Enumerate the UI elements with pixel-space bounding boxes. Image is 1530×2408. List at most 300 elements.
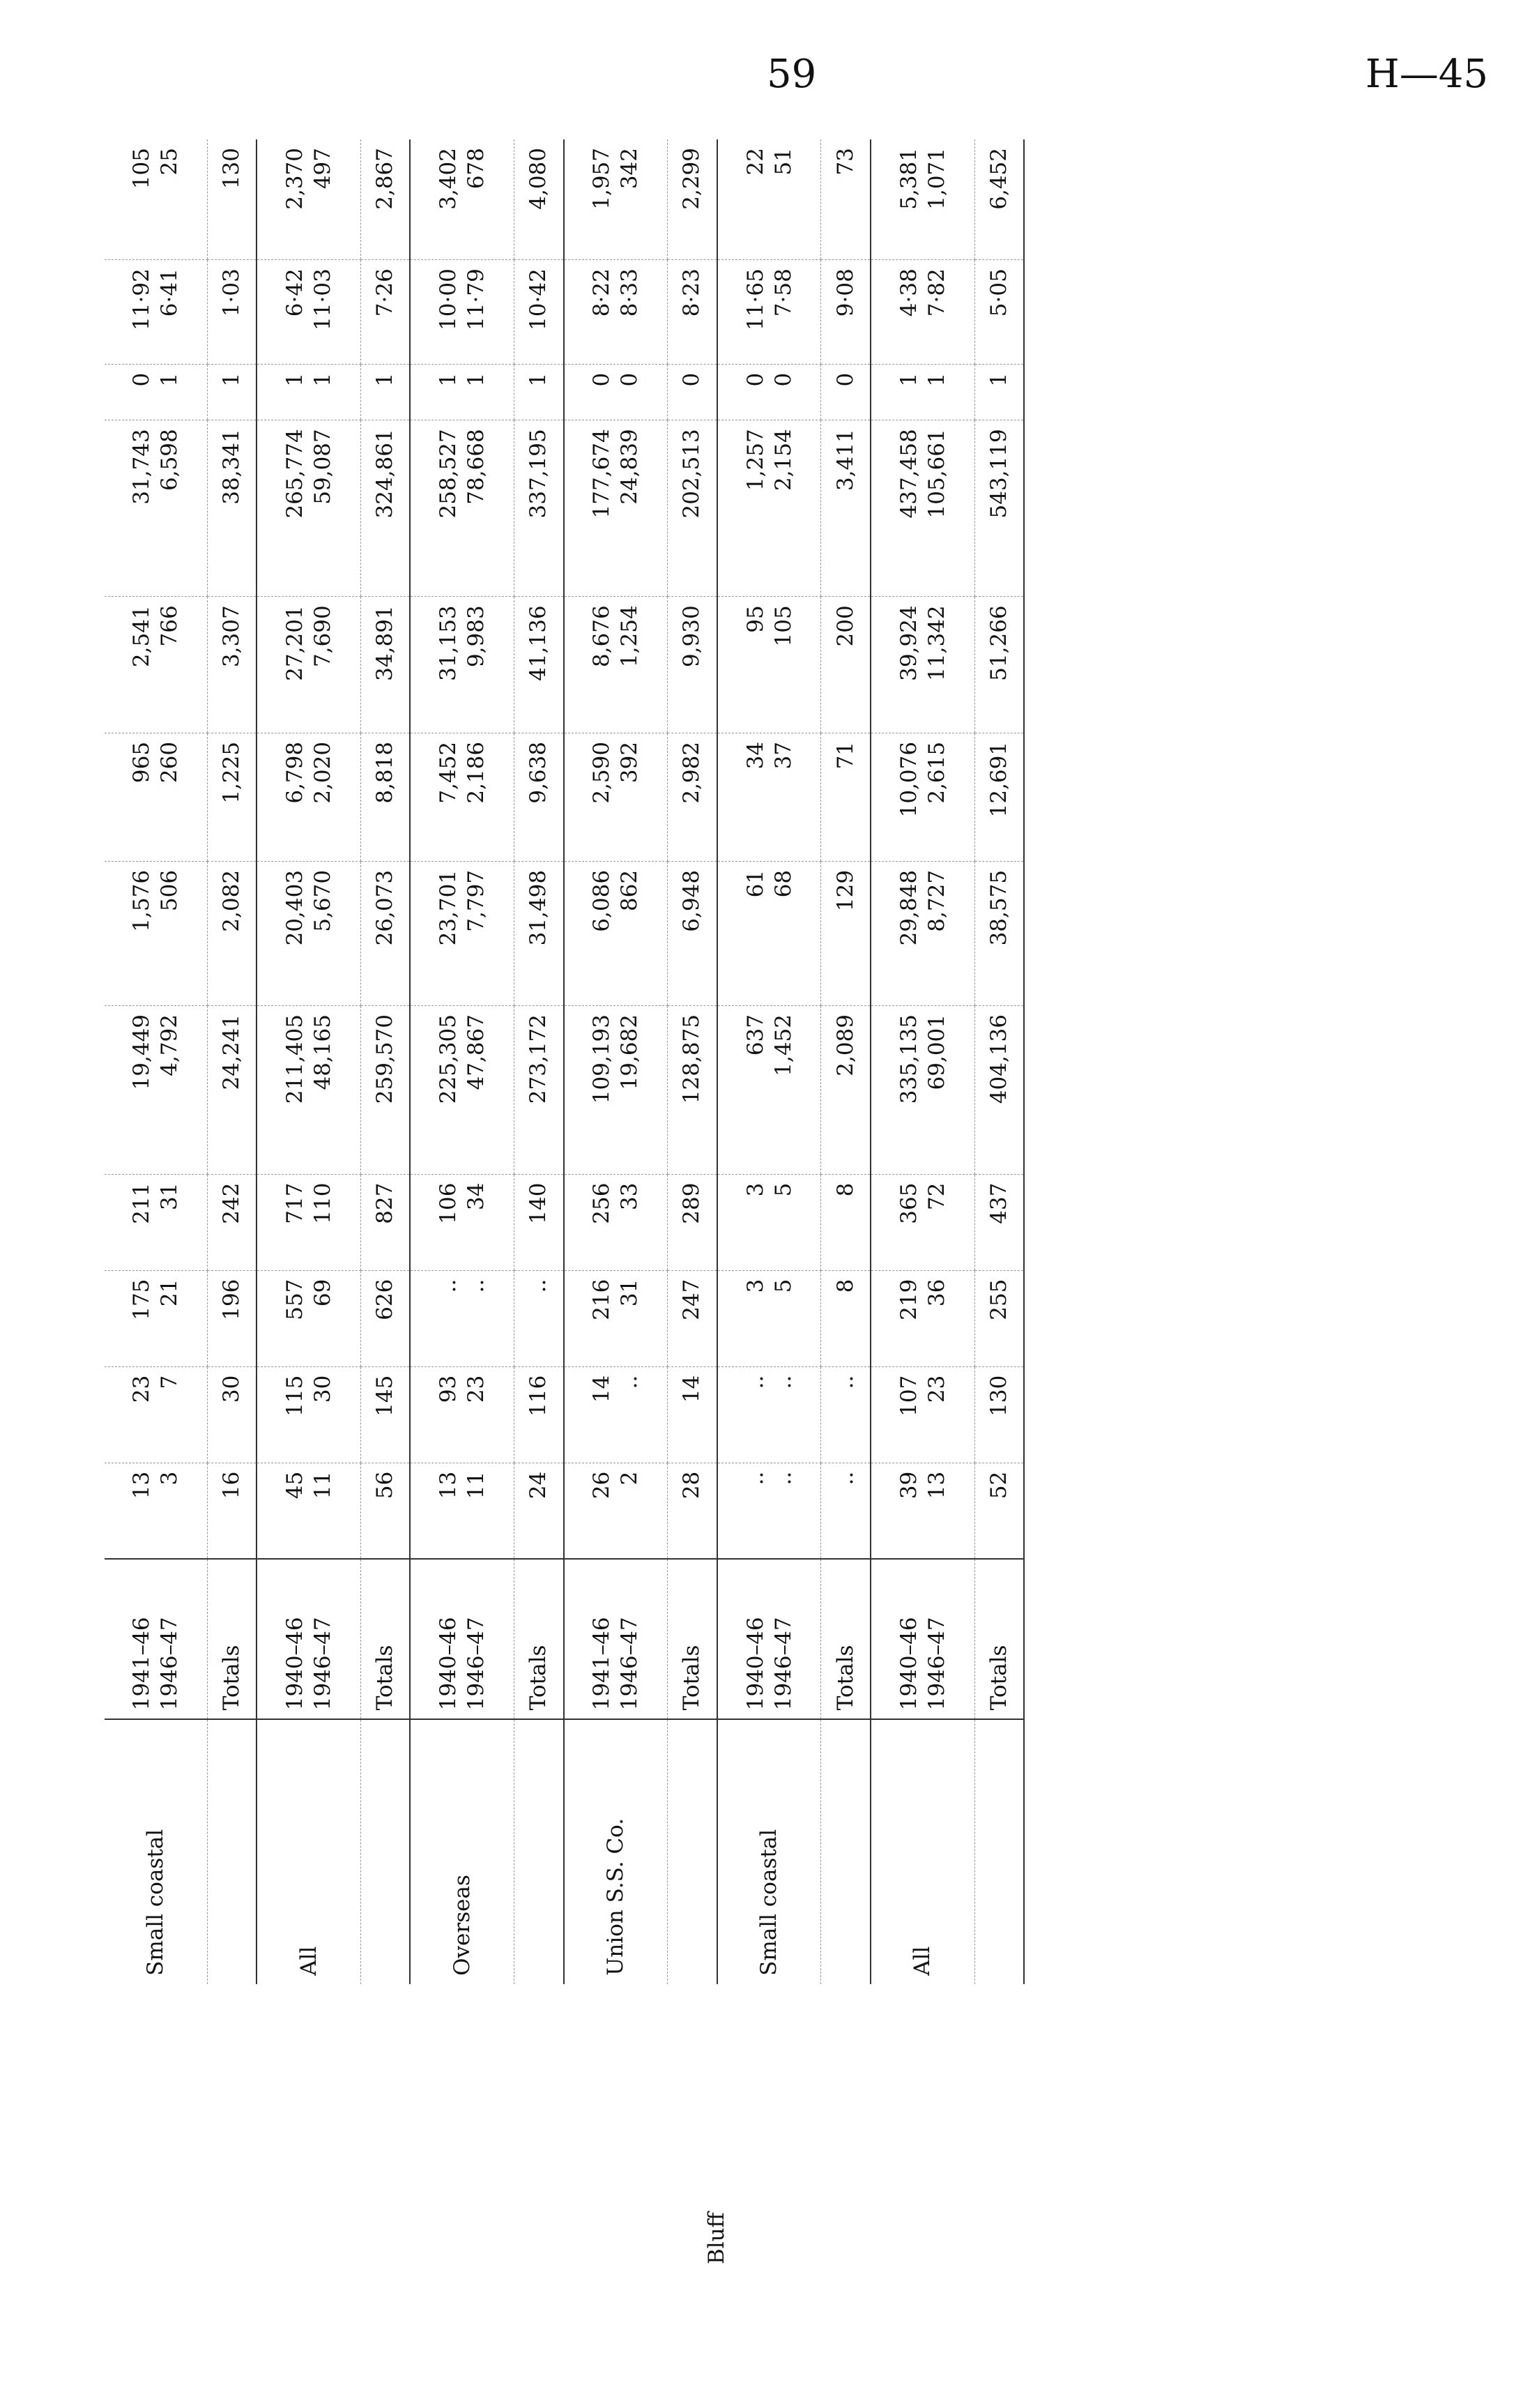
total-value: 26,073 xyxy=(361,861,411,1005)
total-value: 9,930 xyxy=(668,597,717,733)
value: 1 xyxy=(924,372,949,387)
value: 8·22 xyxy=(589,268,615,317)
total-value: 128,875 xyxy=(668,1006,717,1175)
value: 7,797 xyxy=(464,869,489,932)
totals-row xyxy=(514,139,564,2273)
value: 717 xyxy=(282,1182,308,1224)
total-value: 31,498 xyxy=(514,861,564,1005)
value: 31,743 xyxy=(129,429,155,505)
value: 19,449 xyxy=(129,1014,155,1090)
value: 0 xyxy=(617,372,643,387)
value: 51 xyxy=(770,148,796,176)
period-label: 1941–46 xyxy=(129,1617,155,1711)
period-cell xyxy=(410,1559,514,1719)
value: 219 xyxy=(896,1279,921,1320)
value-cell xyxy=(105,861,207,1005)
value-cell xyxy=(564,597,668,733)
value: 7,690 xyxy=(310,605,336,668)
value-cell xyxy=(564,420,668,597)
value: 109,193 xyxy=(589,1014,615,1104)
value: 30 xyxy=(310,1375,336,1403)
value: 365 xyxy=(896,1182,921,1224)
value: 1 xyxy=(464,372,489,387)
total-value: 7·26 xyxy=(361,260,411,365)
value: 2,154 xyxy=(770,429,796,491)
value-cell xyxy=(717,139,821,260)
table-row xyxy=(564,139,668,2273)
value: 20,403 xyxy=(282,869,308,946)
value: 105 xyxy=(770,605,796,647)
value-cell xyxy=(871,260,974,365)
total-value: 8 xyxy=(821,1270,871,1366)
value-cell xyxy=(871,597,974,733)
page-number: 59 xyxy=(767,52,817,97)
totals-label: Totals xyxy=(668,1559,717,1719)
value: 72 xyxy=(924,1182,949,1211)
vessel-type-cell: Small coastal xyxy=(756,1829,781,1976)
value-cell xyxy=(871,364,974,420)
value-cell xyxy=(410,1174,514,1270)
period-cell xyxy=(105,1559,207,1719)
value-cell xyxy=(871,1270,974,1366)
port-statistics-table xyxy=(105,139,1025,2273)
value-cell xyxy=(871,1366,974,1463)
total-value: 56 xyxy=(361,1463,411,1559)
value: 39 xyxy=(896,1471,921,1500)
value-cell xyxy=(564,1006,668,1175)
value-cell xyxy=(871,1006,974,1175)
period-label: 1940–46 xyxy=(282,1617,308,1711)
value-cell xyxy=(410,260,514,365)
value: 19,682 xyxy=(617,1014,643,1090)
value: 31,153 xyxy=(436,605,461,681)
value: 11 xyxy=(464,1471,489,1500)
value: 6·41 xyxy=(157,268,183,317)
totals-label: Totals xyxy=(821,1559,871,1719)
total-value: 38,575 xyxy=(974,861,1024,1005)
value: 24,839 xyxy=(617,429,643,505)
total-value: 41,136 xyxy=(514,597,564,733)
total-value: 16 xyxy=(207,1463,257,1559)
value: 4·38 xyxy=(896,268,921,317)
table-row xyxy=(717,139,821,2273)
value-cell xyxy=(717,1174,821,1270)
vessel-type-cell xyxy=(974,1719,1024,1984)
value: 8,676 xyxy=(589,605,615,668)
value-cell xyxy=(257,1006,360,1175)
value: 1,452 xyxy=(770,1014,796,1076)
total-value: 12,691 xyxy=(974,733,1024,861)
value-cell xyxy=(410,420,514,597)
value-cell xyxy=(257,260,360,365)
value: 11 xyxy=(310,1471,336,1500)
value: 5,670 xyxy=(310,869,336,932)
value: 497 xyxy=(310,148,336,190)
total-value: 130 xyxy=(974,1366,1024,1463)
value: 1 xyxy=(282,372,308,387)
value: 115 xyxy=(282,1375,308,1417)
value: 637 xyxy=(742,1014,768,1056)
totals-label: Totals xyxy=(974,1559,1024,1719)
port-name-cell xyxy=(105,1984,410,2273)
total-value: 437 xyxy=(974,1174,1024,1270)
value: 69,001 xyxy=(924,1014,949,1090)
value: 211,405 xyxy=(282,1014,308,1104)
value-cell xyxy=(105,139,207,260)
total-value: 289 xyxy=(668,1174,717,1270)
value-cell xyxy=(871,733,974,861)
value-cell xyxy=(564,1366,668,1463)
value: 3,402 xyxy=(436,148,461,210)
total-value: 145 xyxy=(361,1366,411,1463)
total-value: 202,513 xyxy=(668,420,717,597)
value-cell xyxy=(717,733,821,861)
value: 2,370 xyxy=(282,148,308,210)
value: 256 xyxy=(589,1182,615,1224)
total-value: 38,341 xyxy=(207,420,257,597)
total-value: 51,266 xyxy=(974,597,1024,733)
value-cell xyxy=(105,364,207,420)
value-cell xyxy=(717,260,821,365)
totals-row xyxy=(974,139,1024,2273)
total-value: 196 xyxy=(207,1270,257,1366)
value: 437,458 xyxy=(896,429,921,519)
vessel-type-cell: All xyxy=(296,1946,321,1976)
value-cell xyxy=(410,1366,514,1463)
total-value: 8·23 xyxy=(668,260,717,365)
value: 26 xyxy=(589,1471,615,1500)
total-value: 1 xyxy=(207,364,257,420)
value-cell xyxy=(717,1463,821,1559)
period-label: 1946–47 xyxy=(770,1617,796,1711)
value: 13 xyxy=(436,1471,461,1500)
value: 2,186 xyxy=(464,741,489,804)
value-cell xyxy=(257,420,360,597)
value: 7 xyxy=(157,1375,183,1389)
value-cell xyxy=(410,139,514,260)
value-cell xyxy=(105,1006,207,1175)
value: 6,798 xyxy=(282,741,308,804)
value: 8·33 xyxy=(617,268,643,317)
value: 342 xyxy=(617,148,643,190)
value: 6,086 xyxy=(589,869,615,932)
total-value: 28 xyxy=(668,1463,717,1559)
total-value: 2,867 xyxy=(361,139,411,260)
value: 11,342 xyxy=(924,605,949,681)
value: 47,867 xyxy=(464,1014,489,1090)
port-name-cell: Bluff xyxy=(704,2212,730,2264)
value: .. xyxy=(464,1279,489,1293)
total-value: 4,080 xyxy=(514,139,564,260)
value: 3 xyxy=(742,1182,768,1197)
total-value: 5·05 xyxy=(974,260,1024,365)
total-value: 200 xyxy=(821,597,871,733)
value: 6·42 xyxy=(282,268,308,317)
vessel-type-cell: Overseas xyxy=(449,1875,475,1976)
value-cell xyxy=(410,364,514,420)
totals-row xyxy=(207,139,257,2273)
value: .. xyxy=(436,1279,461,1293)
value-cell xyxy=(410,1463,514,1559)
value: 11·79 xyxy=(464,268,489,330)
value: 1 xyxy=(896,372,921,387)
value-cell xyxy=(105,420,207,597)
value-cell xyxy=(871,139,974,260)
value: 1 xyxy=(436,372,461,387)
total-value: 34,891 xyxy=(361,597,411,733)
table-row xyxy=(257,139,360,2273)
value-cell xyxy=(871,1463,974,1559)
rotated-table-container xyxy=(105,139,1025,2273)
value: 33 xyxy=(617,1182,643,1211)
value: .. xyxy=(742,1471,768,1486)
value: 27,201 xyxy=(282,605,308,681)
vessel-type-cell xyxy=(207,1719,257,1984)
total-value: 24 xyxy=(514,1463,564,1559)
value-cell xyxy=(717,420,821,597)
value: 175 xyxy=(129,1279,155,1320)
value: 105,661 xyxy=(924,429,949,519)
value: 95 xyxy=(742,605,768,633)
value: 4,792 xyxy=(157,1014,183,1076)
value-cell xyxy=(257,1463,360,1559)
value: 5,381 xyxy=(896,148,921,210)
value: 965 xyxy=(129,741,155,784)
value: 9,983 xyxy=(464,605,489,668)
totals-label: Totals xyxy=(514,1559,564,1719)
total-value: 130 xyxy=(207,139,257,260)
value: 10·00 xyxy=(436,268,461,330)
value-cell xyxy=(257,1366,360,1463)
value: 6,598 xyxy=(157,429,183,491)
value-cell xyxy=(105,1366,207,1463)
value-cell xyxy=(257,597,360,733)
total-value: 2,982 xyxy=(668,733,717,861)
value: 93 xyxy=(436,1375,461,1403)
value: 48,165 xyxy=(310,1014,336,1090)
value-cell xyxy=(564,1463,668,1559)
value: 29,848 xyxy=(896,869,921,946)
total-value: 71 xyxy=(821,733,871,861)
table-row xyxy=(410,139,514,2273)
value: 258,527 xyxy=(436,429,461,519)
total-value: 30 xyxy=(207,1366,257,1463)
value: 7·58 xyxy=(770,268,796,317)
total-value: 0 xyxy=(668,364,717,420)
total-value: 273,172 xyxy=(514,1006,564,1175)
value: 3 xyxy=(742,1279,768,1293)
total-value: 9,638 xyxy=(514,733,564,861)
total-value: 73 xyxy=(821,139,871,260)
value: 2,615 xyxy=(924,741,949,804)
value: 216 xyxy=(589,1279,615,1320)
value: 862 xyxy=(617,869,643,912)
table-row xyxy=(871,139,974,2273)
period-label: 1946–47 xyxy=(157,1617,183,1711)
total-value: 1 xyxy=(361,364,411,420)
value: .. xyxy=(770,1375,796,1389)
value: 265,774 xyxy=(282,429,308,519)
total-value: .. xyxy=(821,1463,871,1559)
value-cell xyxy=(105,1463,207,1559)
total-value: 626 xyxy=(361,1270,411,1366)
value-cell xyxy=(410,597,514,733)
value: 5 xyxy=(770,1182,796,1197)
value: 23,701 xyxy=(436,869,461,946)
period-cell xyxy=(564,1559,668,1719)
value: 335,135 xyxy=(896,1014,921,1104)
value-cell xyxy=(717,1366,821,1463)
value: 59,087 xyxy=(310,429,336,505)
total-value: 404,136 xyxy=(974,1006,1024,1175)
total-value: 3,411 xyxy=(821,420,871,597)
value-cell xyxy=(717,1270,821,1366)
total-value: 3,307 xyxy=(207,597,257,733)
value-cell xyxy=(717,1006,821,1175)
total-value: 140 xyxy=(514,1174,564,1270)
value: 2,590 xyxy=(589,741,615,804)
totals-row xyxy=(821,139,871,2273)
value: 107 xyxy=(896,1375,921,1417)
total-value: 6,452 xyxy=(974,139,1024,260)
period-label: 1946–47 xyxy=(310,1617,336,1711)
value: .. xyxy=(617,1375,643,1389)
total-value: 52 xyxy=(974,1463,1024,1559)
value-cell xyxy=(257,139,360,260)
period-label: 1946–47 xyxy=(617,1617,643,1711)
value: 0 xyxy=(742,372,768,387)
value: 13 xyxy=(129,1471,155,1500)
value: 1,257 xyxy=(742,429,768,491)
value: 21 xyxy=(157,1279,183,1307)
period-label: 1940–46 xyxy=(436,1617,461,1711)
value: 14 xyxy=(589,1375,615,1403)
value: 260 xyxy=(157,741,183,784)
value: 10,076 xyxy=(896,741,921,818)
value-cell xyxy=(564,364,668,420)
value-cell xyxy=(257,364,360,420)
total-value: 1 xyxy=(974,364,1024,420)
value: 1,957 xyxy=(589,148,615,210)
value: 225,305 xyxy=(436,1014,461,1104)
total-value: 337,195 xyxy=(514,420,564,597)
value-cell xyxy=(871,1174,974,1270)
value: 0 xyxy=(770,372,796,387)
total-value: 259,570 xyxy=(361,1006,411,1175)
totals-row xyxy=(361,139,411,2273)
value: 34 xyxy=(742,741,768,770)
vessel-type-cell: Union S.S. Co. xyxy=(602,1818,628,1976)
value: 8,727 xyxy=(924,869,949,932)
value-cell xyxy=(105,1270,207,1366)
value: 678 xyxy=(464,148,489,190)
total-value: 247 xyxy=(668,1270,717,1366)
value: 31 xyxy=(157,1182,183,1211)
vessel-type-cell xyxy=(668,1719,717,1984)
value: 25 xyxy=(157,148,183,176)
value: 2,020 xyxy=(310,741,336,804)
value: 1,071 xyxy=(924,148,949,210)
total-value: 2,082 xyxy=(207,861,257,1005)
value: 106 xyxy=(436,1182,461,1224)
value: 36 xyxy=(924,1279,949,1307)
total-value: 1,225 xyxy=(207,733,257,861)
value: .. xyxy=(742,1375,768,1389)
value-cell xyxy=(564,1174,668,1270)
period-label: 1941–46 xyxy=(589,1617,615,1711)
value: 1,576 xyxy=(129,869,155,932)
total-value: 8 xyxy=(821,1174,871,1270)
totals-label: Totals xyxy=(361,1559,411,1719)
value: 61 xyxy=(742,869,768,898)
value: 11·92 xyxy=(129,268,155,330)
value-cell xyxy=(564,139,668,260)
value: 0 xyxy=(589,372,615,387)
value: 68 xyxy=(770,869,796,898)
period-cell xyxy=(717,1559,821,1719)
period-cell xyxy=(871,1559,974,1719)
total-value: 1·03 xyxy=(207,260,257,365)
total-value: 324,861 xyxy=(361,420,411,597)
value: 69 xyxy=(310,1279,336,1307)
value: 1,254 xyxy=(617,605,643,668)
value-cell xyxy=(564,861,668,1005)
document-reference: H—45 xyxy=(1365,52,1488,97)
total-value: 543,119 xyxy=(974,420,1024,597)
value-cell xyxy=(105,597,207,733)
value: 7,452 xyxy=(436,741,461,804)
total-value: 0 xyxy=(821,364,871,420)
total-value: .. xyxy=(514,1270,564,1366)
total-value: 2,299 xyxy=(668,139,717,260)
total-value: 10·42 xyxy=(514,260,564,365)
value-cell xyxy=(410,861,514,1005)
value: 11·03 xyxy=(310,268,336,330)
vessel-type-cell: All xyxy=(910,1946,935,1976)
vessel-type-cell xyxy=(361,1719,411,1984)
value: 23 xyxy=(464,1375,489,1403)
value: 1 xyxy=(310,372,336,387)
total-value: 242 xyxy=(207,1174,257,1270)
total-value: 827 xyxy=(361,1174,411,1270)
table-body xyxy=(105,139,1024,2273)
value: 110 xyxy=(310,1182,336,1224)
period-label: 1940–46 xyxy=(896,1617,921,1711)
total-value: .. xyxy=(821,1366,871,1463)
value-cell xyxy=(564,733,668,861)
value-cell xyxy=(410,1270,514,1366)
value-cell xyxy=(105,1174,207,1270)
value: 11·65 xyxy=(742,268,768,330)
totals-label: Totals xyxy=(207,1559,257,1719)
value: 23 xyxy=(129,1375,155,1403)
value: 211 xyxy=(129,1182,155,1224)
total-value: 2,089 xyxy=(821,1006,871,1175)
value-cell xyxy=(871,861,974,1005)
totals-row xyxy=(668,139,717,2273)
value: .. xyxy=(770,1471,796,1486)
total-value: 116 xyxy=(514,1366,564,1463)
value-cell xyxy=(717,597,821,733)
value-cell xyxy=(257,733,360,861)
value: 78,668 xyxy=(464,429,489,505)
value: 45 xyxy=(282,1471,308,1500)
period-cell xyxy=(257,1559,360,1719)
value-cell xyxy=(105,733,207,861)
value-cell xyxy=(410,733,514,861)
value-cell xyxy=(257,861,360,1005)
value: 22 xyxy=(742,148,768,176)
